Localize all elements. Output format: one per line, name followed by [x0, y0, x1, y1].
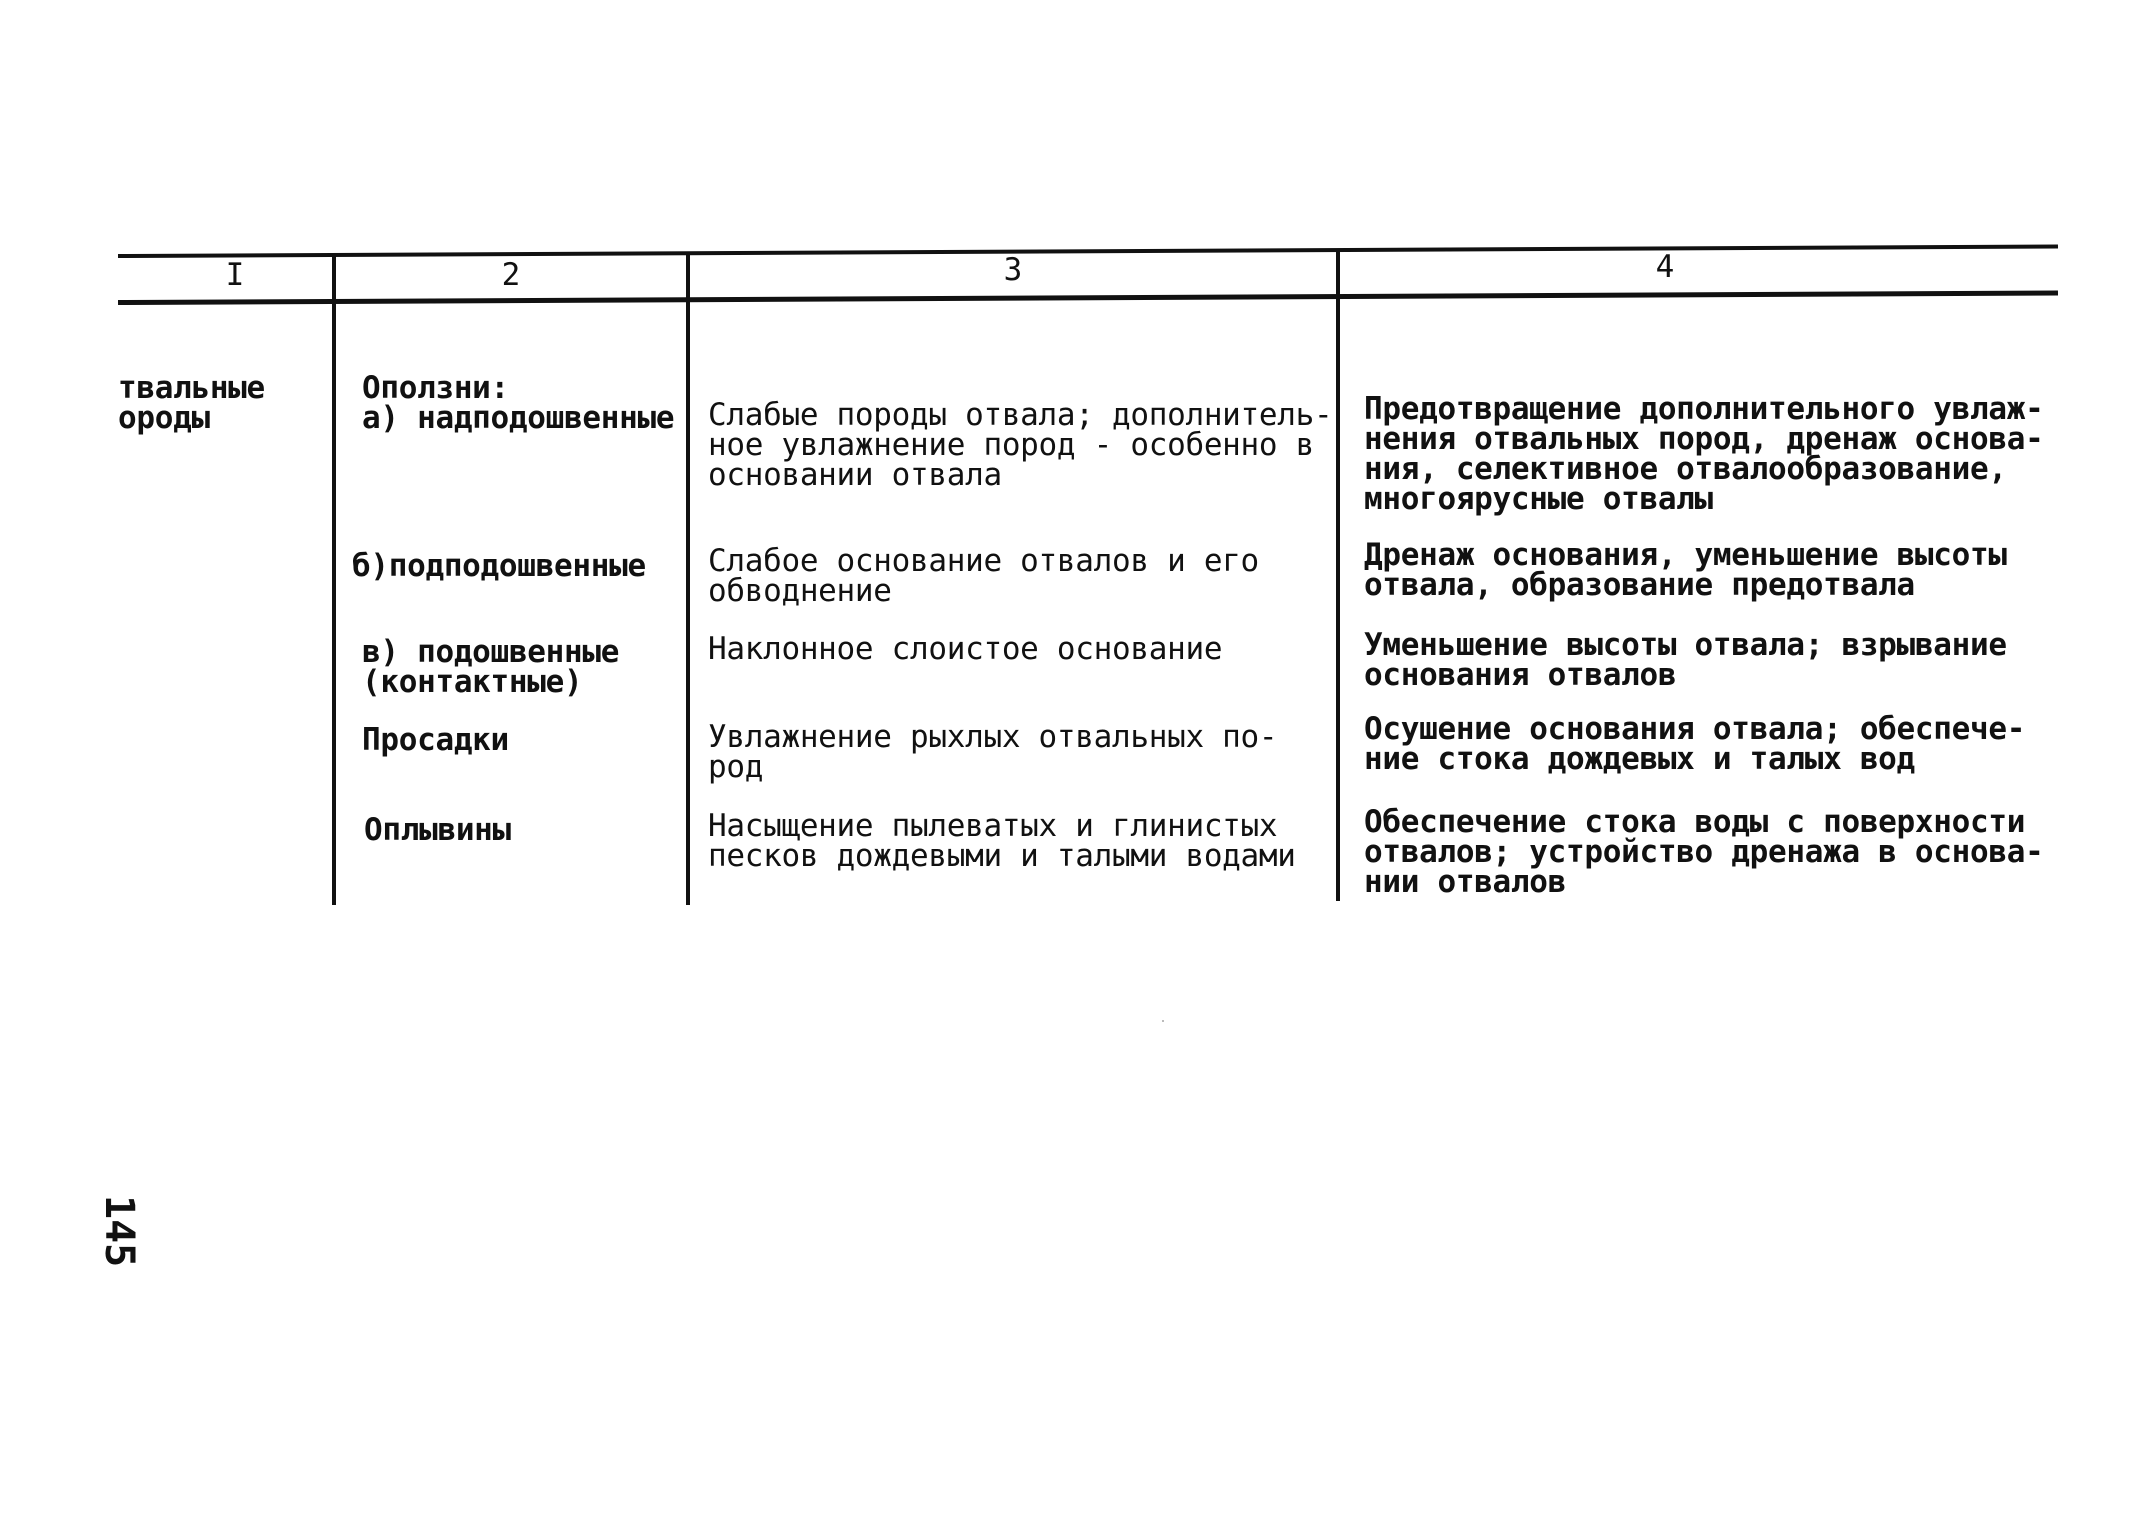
row-2-col-2: б)подподошвенные	[352, 548, 646, 584]
table-header-bottom-rule	[118, 291, 2058, 305]
row-2-col-4: Дренаж основания, уменьшение высоты отвала, образование предотвала	[1364, 537, 2007, 603]
header-col-3: 3	[1003, 252, 1023, 288]
row-3-col-4: Уменьшение высоты отвала; взрывание основания отвалов	[1364, 627, 2007, 693]
column-divider-3	[1336, 249, 1340, 901]
row-1-col-3: Слабые породы отвала; дополнитель- ное увлажнение пород - особенно в основании отвала	[708, 397, 1333, 493]
row-4-col-2: Просадки	[362, 722, 509, 758]
page-number: 145	[96, 1195, 142, 1268]
row-5-col-4: Обеспечение стока воды с поверхности отвалов; устройство дренажа в основа- нии отвалов	[1364, 804, 2044, 900]
row-4-col-4: Осушение основания отвала; обеспече- ние стока дождевых и талых вод	[1364, 711, 2026, 777]
header-col-1: I	[225, 257, 245, 293]
row-5-col-3: Насыщение пылеватых и глинистых песков дождевыми и талыми водами	[708, 808, 1296, 874]
scan-speck	[1162, 1020, 1164, 1022]
column-divider-1	[332, 255, 336, 905]
row-1-col-4: Предотвращение дополнительного увлаж- нения отвальных пород, дренаж основа- ния, селективное отвалообразование, многоярусные отвалы	[1364, 391, 2044, 517]
row-3-col-2: в) подошвенные (контактные)	[362, 634, 620, 700]
row-4-col-3: Увлажнение рыхлых отвальных по- род	[708, 719, 1278, 785]
row-2-col-3: Слабое основание отвалов и его обводнение	[708, 543, 1259, 609]
row-3-col-3: Наклонное слоистое основание	[708, 631, 1223, 667]
header-col-2: 2	[501, 257, 521, 293]
row-1-col-1: твальные ороды	[118, 370, 265, 436]
row-1-col-2: Оползни: а) надподошвенные	[362, 370, 675, 436]
column-divider-2	[686, 253, 690, 905]
row-5-col-2: Оплывины	[364, 812, 511, 848]
header-col-4: 4	[1655, 249, 1675, 285]
